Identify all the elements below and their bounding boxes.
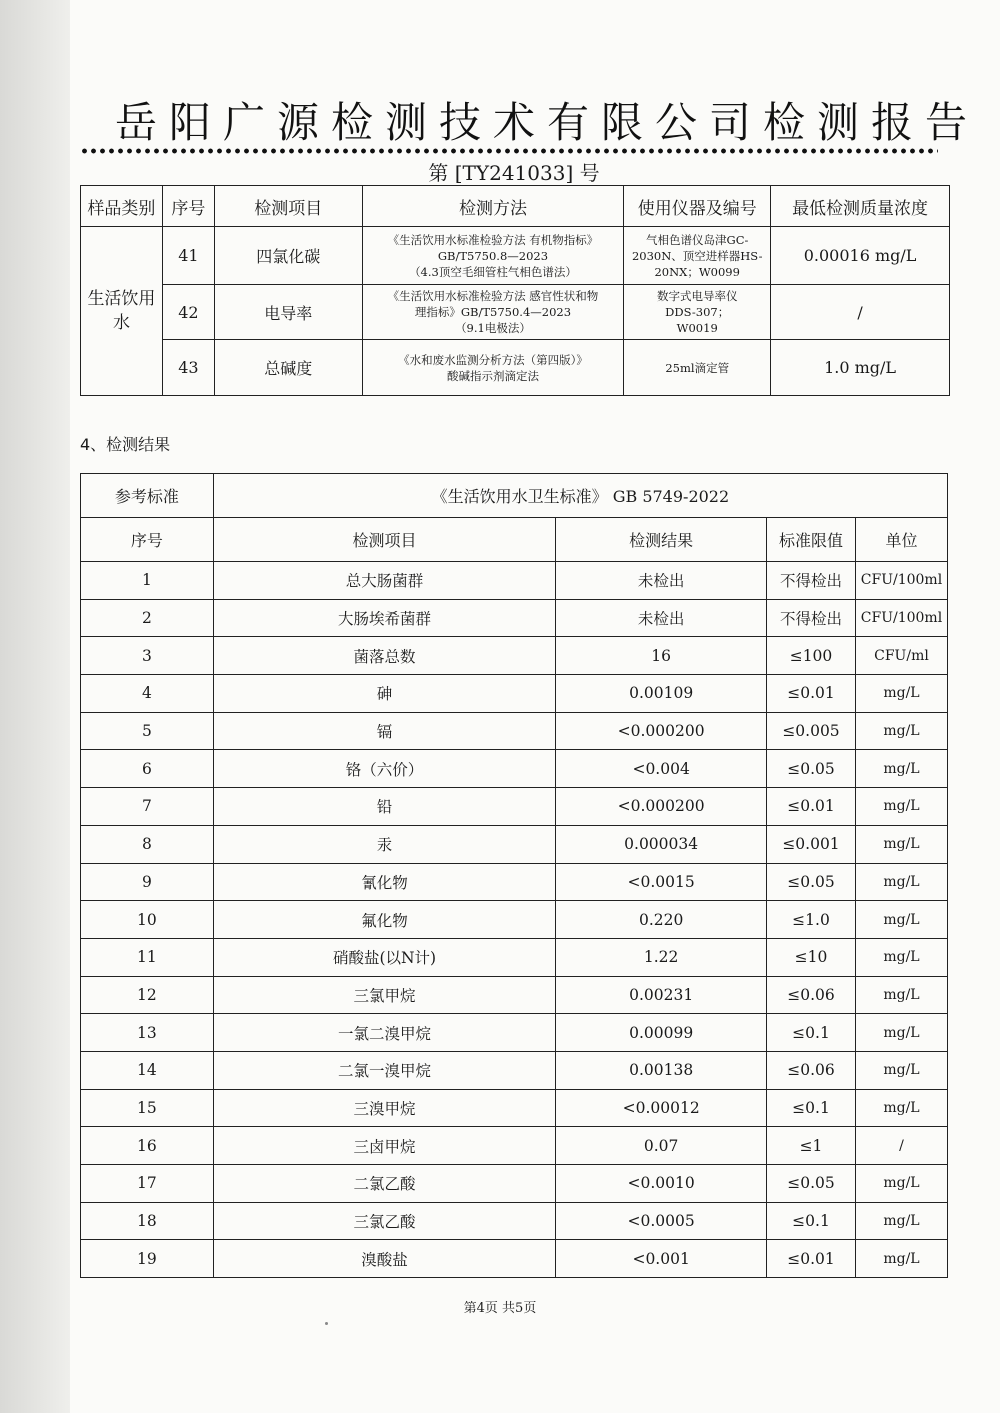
- table-row: [81, 863, 948, 901]
- serial-no: 3: [81, 637, 214, 675]
- standard-limit: 不得检出: [767, 599, 856, 637]
- test-item: 一氯二溴甲烷: [213, 1014, 555, 1052]
- test-result: 0.00109: [556, 675, 767, 713]
- unit: mg/L: [855, 863, 947, 901]
- test-result: <0.0015: [556, 863, 767, 901]
- serial-no: 7: [81, 788, 214, 826]
- method-line: 《生活饮用水标准检验方法 有机物指标》: [387, 232, 599, 247]
- test-result: 0.00231: [556, 976, 767, 1014]
- test-item: 三卤甲烷: [213, 1127, 555, 1165]
- serial-no: 18: [81, 1202, 214, 1240]
- table-row: [81, 1051, 948, 1089]
- table-row: [81, 750, 948, 788]
- unit: mg/L: [855, 1165, 947, 1203]
- results-table-header: [81, 518, 948, 562]
- method-table-header: [81, 186, 950, 227]
- test-result: 未检出: [556, 562, 767, 600]
- table-row: [81, 637, 948, 675]
- test-item: 总大肠菌群: [213, 562, 555, 600]
- test-item: 铬（六价）: [213, 750, 555, 788]
- test-item: 汞: [213, 825, 555, 863]
- standard-limit: ≤0.05: [767, 1165, 856, 1203]
- test-item: 氰化物: [213, 863, 555, 901]
- report-number: 第 [TY241033] 号: [428, 161, 600, 185]
- instrument-line: 数字式电导率仪: [656, 289, 738, 303]
- table-row: [81, 976, 948, 1014]
- serial-no: 13: [81, 1014, 214, 1052]
- method-row: [81, 340, 950, 396]
- table-row: [81, 825, 948, 863]
- col-standard-limit: 标准限值: [767, 518, 856, 562]
- method-line: 酸碱指示剂滴定法: [446, 368, 539, 383]
- serial-no: 8: [81, 825, 214, 863]
- instrument-line: W0019: [676, 321, 718, 335]
- col-test-method: 检测方法: [362, 186, 624, 227]
- test-item: 四氯化碳: [214, 227, 362, 285]
- col-test-item: 检测项目: [213, 518, 555, 562]
- unit: mg/L: [855, 712, 947, 750]
- test-item: 三氯甲烷: [213, 976, 555, 1014]
- test-result: <0.004: [556, 750, 767, 788]
- report-title: 岳阳广源检测技术有限公司检测报告: [115, 98, 980, 147]
- scan-speck: [325, 1322, 328, 1325]
- unit: mg/L: [855, 1240, 947, 1278]
- col-instrument: 使用仪器及编号: [624, 186, 771, 227]
- sample-category: 生活饮用水: [81, 227, 163, 396]
- serial-no: 2: [81, 599, 214, 637]
- unit: mg/L: [855, 938, 947, 976]
- col-min-concentration: 最低检测质量浓度: [771, 186, 950, 227]
- standard-limit: ≤0.001: [767, 825, 856, 863]
- test-item: 氟化物: [213, 901, 555, 939]
- test-result: <0.000200: [556, 788, 767, 826]
- standard-limit: ≤0.01: [767, 1240, 856, 1278]
- test-item: 电导率: [214, 285, 362, 340]
- unit: CFU/ml: [855, 637, 947, 675]
- standard-limit: ≤0.1: [767, 1202, 856, 1240]
- method-row: [81, 285, 950, 340]
- serial-no: 16: [81, 1127, 214, 1165]
- unit: mg/L: [855, 825, 947, 863]
- col-test-result: 检测结果: [556, 518, 767, 562]
- table-row: [81, 599, 948, 637]
- min-concentration: /: [771, 285, 950, 340]
- test-result: <0.0005: [556, 1202, 767, 1240]
- test-result: 16: [556, 637, 767, 675]
- table-row: [81, 712, 948, 750]
- method-line: 《生活饮用水标准检验方法 感官性状和物: [387, 289, 599, 303]
- test-result: 0.000034: [556, 825, 767, 863]
- unit: mg/L: [855, 901, 947, 939]
- serial-no: 1: [81, 562, 214, 600]
- instrument-line: 25ml滴定管: [665, 360, 730, 375]
- col-unit: 单位: [855, 518, 947, 562]
- test-result: <0.00012: [556, 1089, 767, 1127]
- scan-binding-gutter: [0, 0, 70, 1413]
- test-method: [362, 227, 624, 285]
- test-result: 0.00099: [556, 1014, 767, 1052]
- standard-limit: ≤10: [767, 938, 856, 976]
- table-row: [81, 1014, 948, 1052]
- reference-standard-value: 《生活饮用水卫生标准》 GB 5749-2022: [213, 474, 947, 518]
- unit: mg/L: [855, 1089, 947, 1127]
- instrument-line: 气相色谱仪岛津GC-: [646, 232, 749, 247]
- serial-no: 11: [81, 938, 214, 976]
- standard-limit: ≤0.05: [767, 863, 856, 901]
- serial-no: 42: [162, 285, 214, 340]
- instrument: [624, 227, 771, 285]
- serial-no: 6: [81, 750, 214, 788]
- test-item: 三氯乙酸: [213, 1202, 555, 1240]
- table-row: [81, 1127, 948, 1165]
- serial-no: 41: [162, 227, 214, 285]
- unit: mg/L: [855, 976, 947, 1014]
- method-line: GB/T5750.8—2023: [437, 248, 549, 263]
- test-method: [362, 340, 624, 396]
- serial-no: 17: [81, 1165, 214, 1203]
- table-row: [81, 1089, 948, 1127]
- test-result: 未检出: [556, 599, 767, 637]
- reference-standard-row: [81, 474, 948, 518]
- test-result: 0.220: [556, 901, 767, 939]
- col-sample-category: 样品类别: [81, 186, 163, 227]
- standard-limit: ≤0.1: [767, 1014, 856, 1052]
- unit: mg/L: [855, 1051, 947, 1089]
- instrument: [624, 285, 771, 340]
- table-row: [81, 788, 948, 826]
- standard-limit: ≤1.0: [767, 901, 856, 939]
- unit: mg/L: [855, 675, 947, 713]
- test-item: 砷: [213, 675, 555, 713]
- standard-limit: ≤0.01: [767, 675, 856, 713]
- table-row: [81, 562, 948, 600]
- test-result: <0.0010: [556, 1165, 767, 1203]
- serial-no: 12: [81, 976, 214, 1014]
- test-item: 硝酸盐(以N计): [213, 938, 555, 976]
- method-line: 理指标》GB/T5750.4—2023: [414, 305, 572, 319]
- test-result: 1.22: [556, 938, 767, 976]
- col-test-item: 检测项目: [214, 186, 362, 227]
- standard-limit: ≤1: [767, 1127, 856, 1165]
- test-result: <0.000200: [556, 712, 767, 750]
- standard-limit: ≤0.005: [767, 712, 856, 750]
- test-result: 0.00138: [556, 1051, 767, 1089]
- serial-no: 4: [81, 675, 214, 713]
- min-concentration: 1.0 mg/L: [771, 340, 950, 396]
- col-serial-no: 序号: [162, 186, 214, 227]
- test-method: [362, 285, 624, 340]
- test-item: 镉: [213, 712, 555, 750]
- serial-no: 9: [81, 863, 214, 901]
- serial-no: 43: [162, 340, 214, 396]
- standard-limit: ≤0.05: [767, 750, 856, 788]
- test-item: 菌落总数: [213, 637, 555, 675]
- unit: CFU/100ml: [855, 599, 947, 637]
- instrument-line: 2030N、顶空进样器HS-: [631, 248, 763, 263]
- unit: /: [855, 1127, 947, 1165]
- unit: mg/L: [855, 1014, 947, 1052]
- serial-no: 14: [81, 1051, 214, 1089]
- unit: mg/L: [855, 750, 947, 788]
- test-result: <0.001: [556, 1240, 767, 1278]
- unit: mg/L: [855, 1202, 947, 1240]
- test-item: 总碱度: [214, 340, 362, 396]
- standard-limit: 不得检出: [767, 562, 856, 600]
- table-row: [81, 1202, 948, 1240]
- standard-limit: ≤100: [767, 637, 856, 675]
- standard-limit: ≤0.06: [767, 1051, 856, 1089]
- instrument-line: 20NX；W0099: [654, 264, 740, 279]
- method-line: （4.3顶空毛细管柱气相色谱法）: [409, 264, 577, 279]
- test-item: 溴酸盐: [213, 1240, 555, 1278]
- results-table: [80, 473, 948, 1278]
- method-table: [80, 185, 950, 396]
- instrument: [624, 340, 771, 396]
- test-item: 三溴甲烷: [213, 1089, 555, 1127]
- test-item: 二氯一溴甲烷: [213, 1051, 555, 1089]
- standard-limit: ≤0.1: [767, 1089, 856, 1127]
- unit: mg/L: [855, 788, 947, 826]
- col-serial-no: 序号: [81, 518, 214, 562]
- table-row: [81, 1165, 948, 1203]
- title-dotted-divider: [80, 148, 938, 154]
- serial-no: 15: [81, 1089, 214, 1127]
- table-row: [81, 938, 948, 976]
- unit: CFU/100ml: [855, 562, 947, 600]
- method-line: 《水和废水监测分析方法（第四版）》: [398, 352, 588, 367]
- serial-no: 5: [81, 712, 214, 750]
- table-row: [81, 1240, 948, 1278]
- method-row: [81, 227, 950, 285]
- test-item: 二氯乙酸: [213, 1165, 555, 1203]
- reference-standard-label: 参考标准: [81, 474, 214, 518]
- table-row: [81, 675, 948, 713]
- instrument-line: DDS-307；: [665, 305, 730, 319]
- test-item: 大肠埃希菌群: [213, 599, 555, 637]
- standard-limit: ≤0.06: [767, 976, 856, 1014]
- table-row: [81, 901, 948, 939]
- method-line: （9.1电极法）: [455, 321, 531, 335]
- min-concentration: 0.00016 mg/L: [771, 227, 950, 285]
- serial-no: 10: [81, 901, 214, 939]
- serial-no: 19: [81, 1240, 214, 1278]
- standard-limit: ≤0.01: [767, 788, 856, 826]
- page-footer: 第4页 共5页: [463, 1301, 537, 1316]
- section-heading-results: 4、检测结果: [80, 435, 171, 454]
- test-item: 铅: [213, 788, 555, 826]
- test-result: 0.07: [556, 1127, 767, 1165]
